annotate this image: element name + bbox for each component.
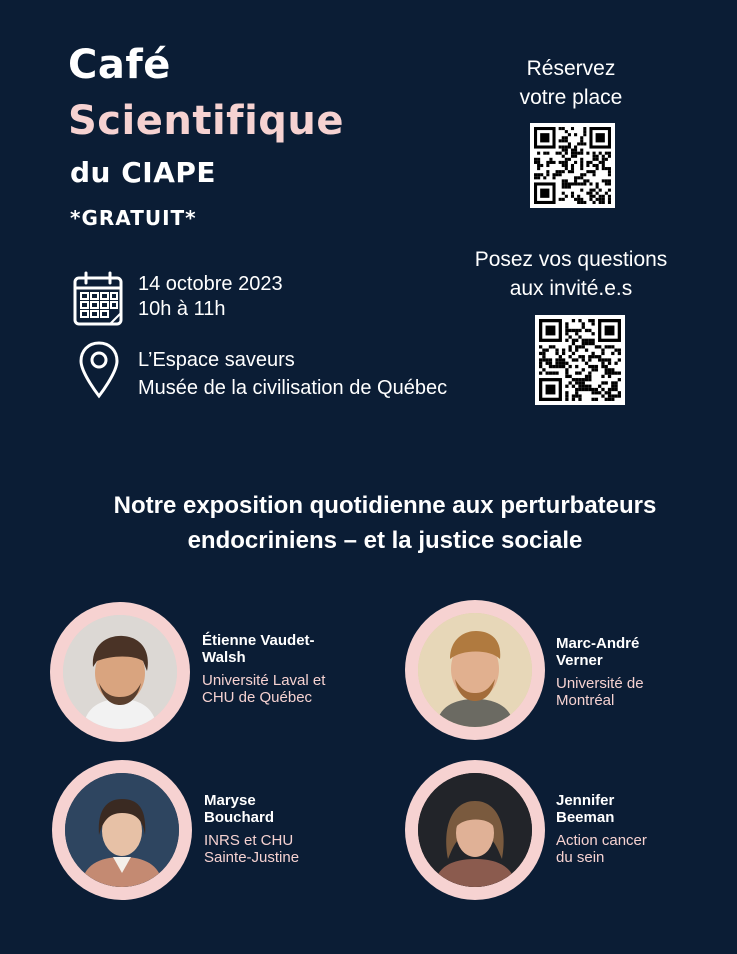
questions-label — [446, 245, 696, 303]
event-venue — [138, 346, 447, 402]
speaker-affiliation: Université de Montréal — [556, 675, 644, 709]
reserve-qr-code[interactable] — [530, 123, 615, 208]
reserve-label — [490, 54, 652, 112]
venue-museum: Musée de la civilisation de Québec — [138, 377, 448, 399]
questions-label-line2: aux invité.e.s — [509, 277, 633, 300]
event-time: 10h à 11h — [138, 298, 226, 320]
headline — [60, 488, 710, 558]
event-date: 14 octobre 2023 — [138, 273, 283, 295]
speaker-info — [202, 632, 372, 706]
headline-line2: endocriniens – et la justice sociale — [187, 527, 583, 554]
speaker-avatar — [405, 600, 545, 740]
speaker-photo — [418, 773, 532, 887]
price-note: *GRATUIT* — [70, 206, 197, 230]
speaker-name: Jennifer Beeman — [556, 792, 615, 826]
speaker-photo — [65, 773, 179, 887]
title-scientifique: Scientifique — [68, 98, 345, 144]
title-cafe: Café — [68, 42, 171, 88]
speaker-info — [556, 635, 716, 709]
speaker-photo — [63, 615, 177, 729]
questions-qr-code[interactable] — [535, 315, 625, 405]
speaker-avatar — [52, 760, 192, 900]
venue-name: L’Espace saveurs — [138, 349, 295, 371]
speaker-affiliation: INRS et CHU Sainte-Justine — [204, 832, 300, 866]
reserve-label-line1: Réservez — [526, 57, 616, 80]
reserve-label-line2: votre place — [519, 86, 623, 109]
location-pin-icon — [78, 340, 120, 400]
event-date-time — [138, 272, 283, 322]
speaker-info — [204, 792, 364, 866]
calendar-icon — [72, 270, 126, 328]
speaker-avatar — [50, 602, 190, 742]
speaker-info — [556, 792, 716, 866]
headline-line1: Notre exposition quotidienne aux perturbateurs — [113, 492, 657, 519]
questions-label-line1: Posez vos questions — [474, 248, 668, 271]
speaker-affiliation: Action cancer du sein — [556, 832, 647, 866]
speaker-name: Étienne Vaudet- Walsh — [202, 632, 315, 666]
speaker-affiliation: Université Laval et CHU de Québec — [202, 672, 326, 706]
title-du-ciape: du CIAPE — [70, 156, 217, 189]
speaker-name: Maryse Bouchard — [204, 792, 275, 826]
speaker-photo — [418, 613, 532, 727]
speaker-name: Marc-André Verner — [556, 635, 640, 669]
speaker-avatar — [405, 760, 545, 900]
